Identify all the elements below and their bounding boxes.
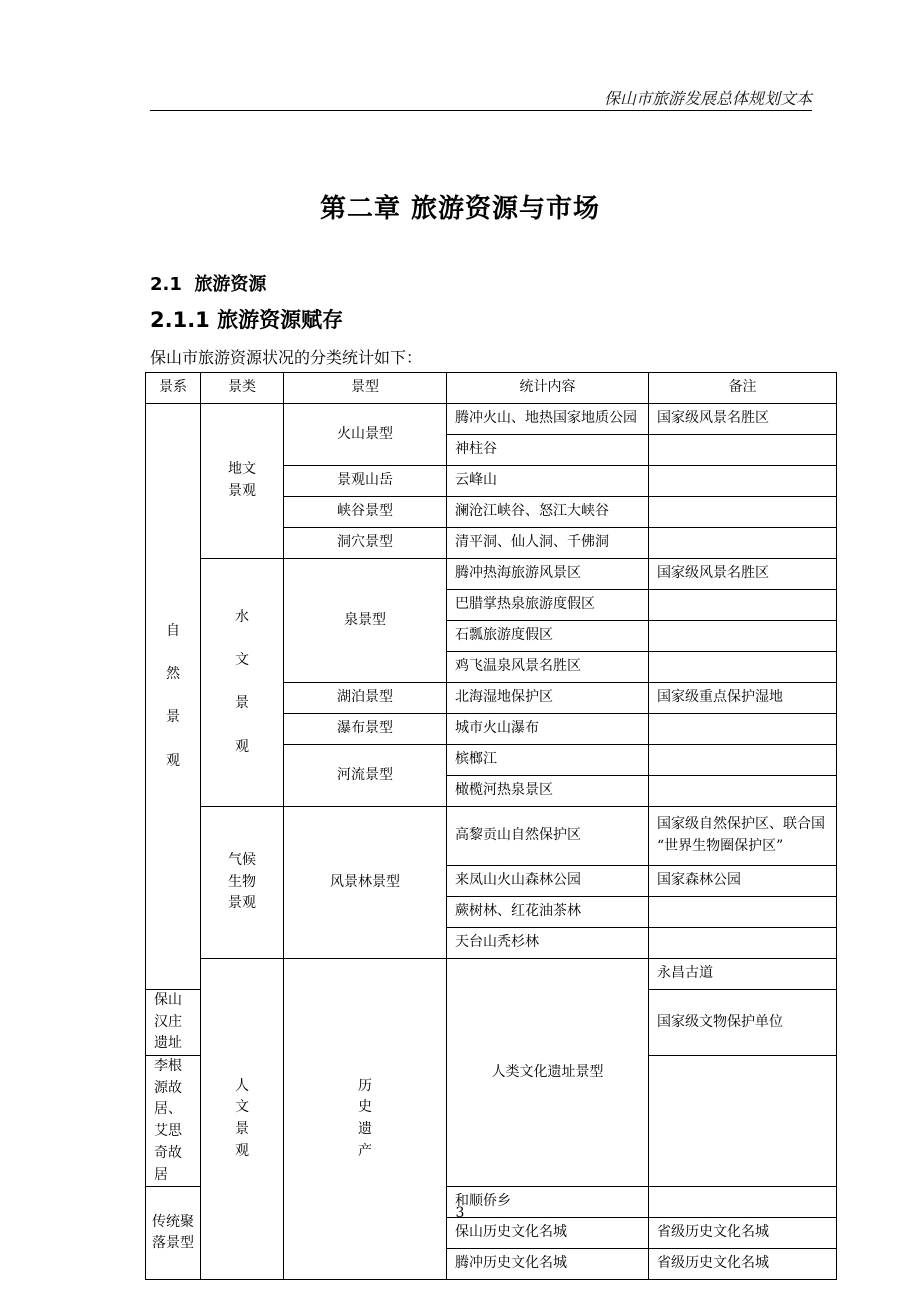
note-cell (649, 897, 837, 928)
subsection-title: 旅游资源赋存 (217, 308, 344, 332)
content-cell: 鸡飞温泉风景名胜区 (447, 652, 649, 683)
content-cell: 石瓢旅游度假区 (447, 621, 649, 652)
note-cell: 国家级文物保护单位 (649, 990, 837, 1056)
section-number: 2.1 (150, 274, 182, 295)
content-cell: 保山历史文化名城 (447, 1218, 649, 1249)
content-cell: 来凤山火山森林公园 (447, 866, 649, 897)
note-cell (649, 1056, 837, 1187)
header-cell-note: 备注 (649, 373, 837, 404)
type-ruins: 人类文化遗址景型 (447, 959, 649, 1187)
category-bio: 气候 生物 景观 (201, 807, 284, 959)
content-cell: 和顺侨乡 (447, 1187, 649, 1218)
note-cell (649, 435, 837, 466)
content-cell: 腾冲历史文化名城 (447, 1249, 649, 1280)
type-village: 传统聚落景型 (146, 1187, 201, 1280)
content-cell: 蕨树林、红花油茶林 (447, 897, 649, 928)
type-cave: 洞穴景型 (284, 528, 447, 559)
system-natural: 自 然 景 观 (146, 404, 201, 990)
chapter-title: 第二章 旅游资源与市场 (319, 194, 601, 224)
content-cell: 北海湿地保护区 (447, 683, 649, 714)
note-cell: 国家级自然保护区、联合国 “世界生物圈保护区” (649, 807, 837, 866)
type-lake: 湖泊景型 (284, 683, 447, 714)
type-spring: 泉景型 (284, 559, 447, 683)
subsection-heading (150, 304, 343, 334)
note-cell: 省级历史文化名城 (649, 1218, 837, 1249)
content-cell: 神柱谷 (447, 435, 649, 466)
category-heritage: 历 史 遗 产 (284, 959, 447, 1280)
header-cell-system: 景系 (146, 373, 201, 404)
running-header: 保山市旅游发展总体规划文本 (603, 89, 812, 108)
table-row (146, 807, 837, 866)
header-cell-type: 景型 (284, 373, 447, 404)
table-row (146, 404, 837, 435)
note-cell (649, 528, 837, 559)
content-cell: 永昌古道 (649, 959, 837, 990)
type-canyon: 峡谷景型 (284, 497, 447, 528)
type-volcano: 火山景型 (284, 404, 447, 466)
type-forest: 风景林景型 (284, 807, 447, 959)
subsection-number: 2.1.1 (150, 308, 210, 332)
header-cell-content: 统计内容 (447, 373, 649, 404)
section-heading (150, 270, 266, 296)
note-cell (649, 928, 837, 959)
content-cell: 澜沧江峡谷、怒江大峡谷 (447, 497, 649, 528)
resource-table (145, 372, 837, 1280)
content-cell: 巴腊掌热泉旅游度假区 (447, 590, 649, 621)
note-cell: 国家级风景名胜区 (649, 559, 837, 590)
note-cell (649, 497, 837, 528)
table-row (146, 559, 837, 590)
system-cultural: 人 文 景 观 (201, 959, 284, 1280)
content-cell: 云峰山 (447, 466, 649, 497)
note-cell (649, 590, 837, 621)
category-water: 水 文 景 观 (201, 559, 284, 807)
content-cell: 城市火山瀑布 (447, 714, 649, 745)
content-cell: 槟榔江 (447, 745, 649, 776)
note-cell: 国家级重点保护湿地 (649, 683, 837, 714)
intro-paragraph: 保山市旅游资源状况的分类统计如下： (150, 348, 423, 367)
content-cell: 腾冲热海旅游风景区 (447, 559, 649, 590)
header-rule (150, 110, 812, 111)
note-cell: 省级历史文化名城 (649, 1249, 837, 1280)
content-cell: 高黎贡山自然保护区 (447, 807, 649, 866)
type-waterfall: 瀑布景型 (284, 714, 447, 745)
content-cell: 李根源故居、艾思奇故居 (146, 1056, 201, 1187)
header-cell-category: 景类 (201, 373, 284, 404)
type-mountain: 景观山岳 (284, 466, 447, 497)
type-river: 河流景型 (284, 745, 447, 807)
section-title: 旅游资源 (194, 274, 267, 295)
note-cell (649, 745, 837, 776)
note-cell (649, 714, 837, 745)
content-cell: 橄榄河热泉景区 (447, 776, 649, 807)
note-cell (649, 776, 837, 807)
content-cell: 保山汉庄遗址 (146, 990, 201, 1056)
category-geo: 地文 景观 (201, 404, 284, 559)
page-number: 3 (455, 1205, 465, 1221)
note-cell: 国家级风景名胜区 (649, 404, 837, 435)
note-cell (649, 466, 837, 497)
note-cell (649, 652, 837, 683)
note-cell (649, 621, 837, 652)
table-header-row (146, 373, 837, 404)
note-cell: 国家森林公园 (649, 866, 837, 897)
content-cell: 腾冲火山、地热国家地质公园 (447, 404, 649, 435)
content-cell: 天台山秃杉林 (447, 928, 649, 959)
content-cell: 清平洞、仙人洞、千佛洞 (447, 528, 649, 559)
table-row (146, 959, 837, 990)
